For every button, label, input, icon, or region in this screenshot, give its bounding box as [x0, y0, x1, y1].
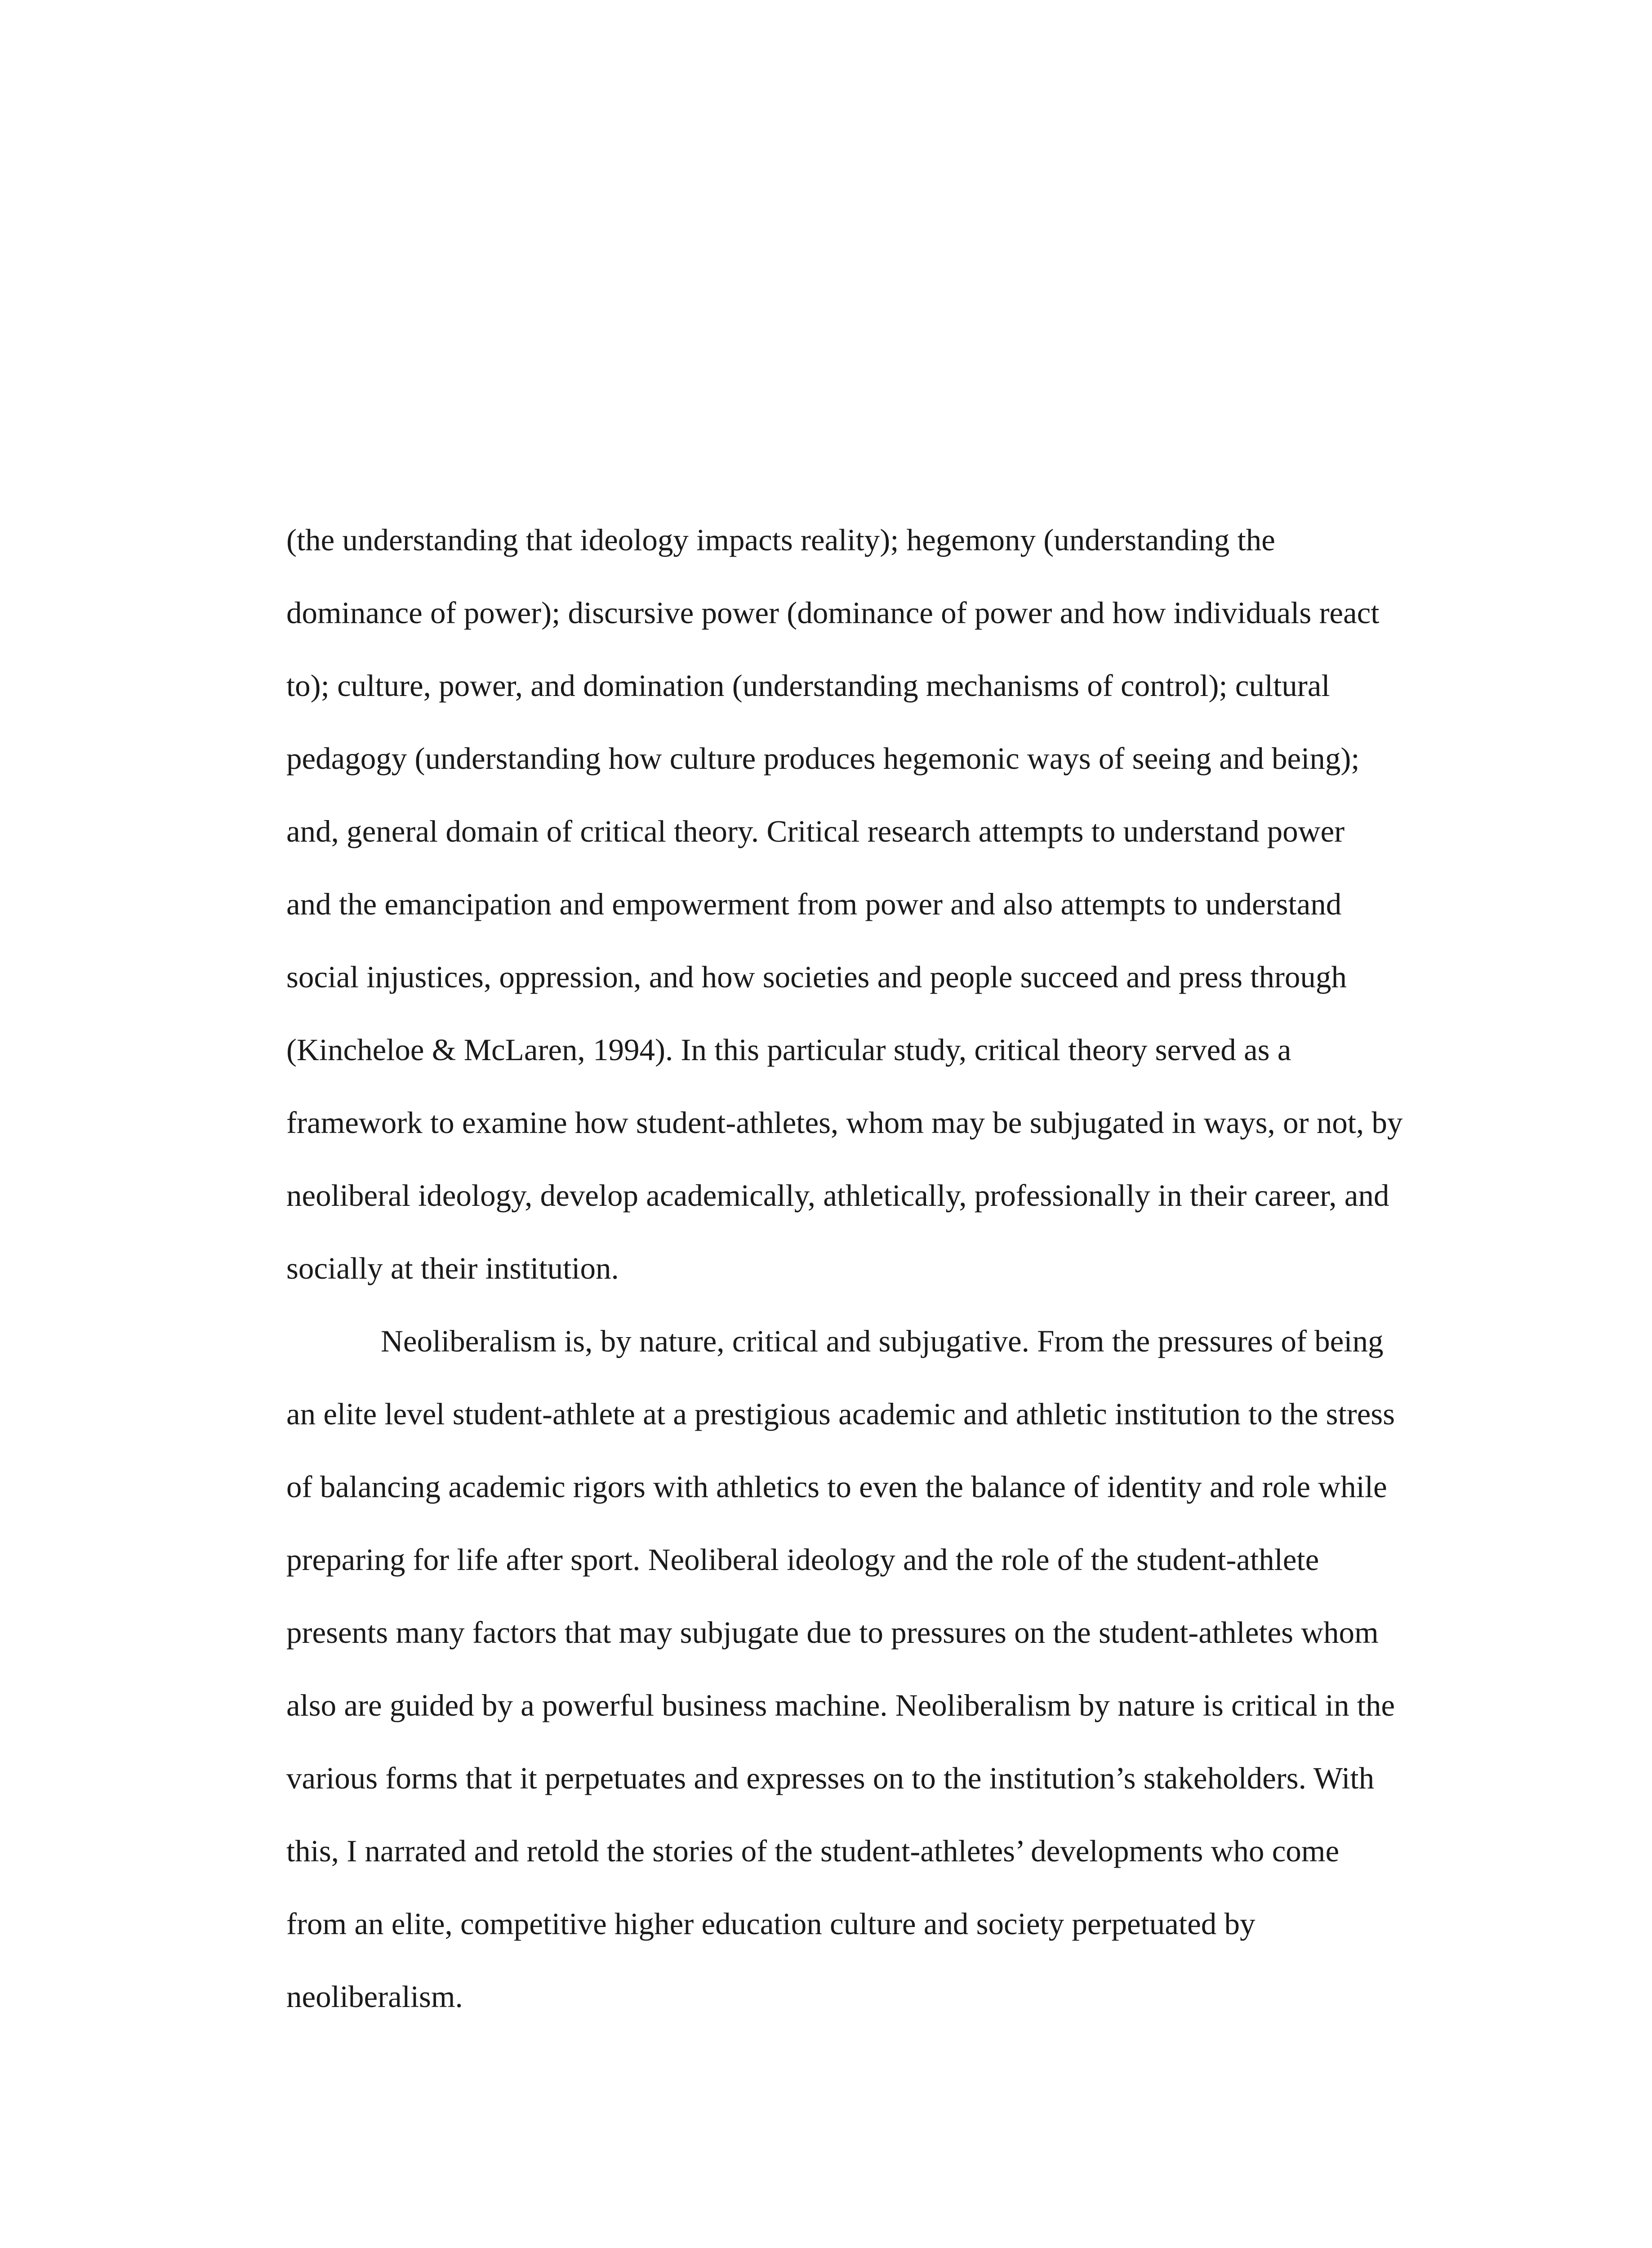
text-line: neoliberalism.: [286, 1980, 463, 2014]
text-line: and the emancipation and empowerment from power and also attempts to understand: [286, 887, 1342, 921]
text-line: pedagogy (understanding how culture produces hegemonic ways of seeing and being);: [286, 741, 1360, 776]
text-line: (the understanding that ideology impacts reality); hegemony (understanding the: [286, 523, 1275, 557]
text-line: social injustices, oppression, and how societies and people succeed and press through: [286, 960, 1347, 994]
text-line: also are guided by a powerful business machine. Neoliberalism by nature is critical in the: [286, 1688, 1395, 1722]
text-line: presents many factors that may subjugate due to pressures on the student-athletes whom: [286, 1615, 1379, 1650]
text-line: to); culture, power, and domination (understanding mechanisms of control); cultural: [286, 669, 1330, 703]
text-line: various forms that it perpetuates and expresses on to the institution’s stakeholders. With: [286, 1761, 1375, 1795]
text-line: preparing for life after sport. Neoliberal ideology and the role of the student-athlete: [286, 1543, 1319, 1577]
body-text: [286, 504, 1446, 2033]
text-line: (Kincheloe & McLaren, 1994). In this particular study, critical theory served as a: [286, 1033, 1291, 1067]
text-line: this, I narrated and retold the stories of the student-athletes’ developments who come: [286, 1834, 1340, 1868]
text-line: neoliberal ideology, develop academically, athletically, professionally in their career, and: [286, 1178, 1389, 1213]
text-line: and, general domain of critical theory. Critical research attempts to understand power: [286, 814, 1345, 848]
text-line: framework to examine how student-athletes, whom may be subjugated in ways, or not, by: [286, 1106, 1403, 1140]
text-line: dominance of power); discursive power (dominance of power and how individuals react: [286, 596, 1380, 630]
text-line: from an elite, competitive higher education culture and society perpetuated by: [286, 1907, 1256, 1941]
text-line-paragraph-start: Neoliberalism is, by nature, critical and subjugative. From the pressures of being: [381, 1324, 1384, 1358]
text-line: socially at their institution.: [286, 1251, 619, 1285]
text-line: of balancing academic rigors with athletics to even the balance of identity and role while: [286, 1470, 1387, 1504]
text-line: an elite level student-athlete at a prestigious academic and athletic institution to the stress: [286, 1397, 1395, 1431]
